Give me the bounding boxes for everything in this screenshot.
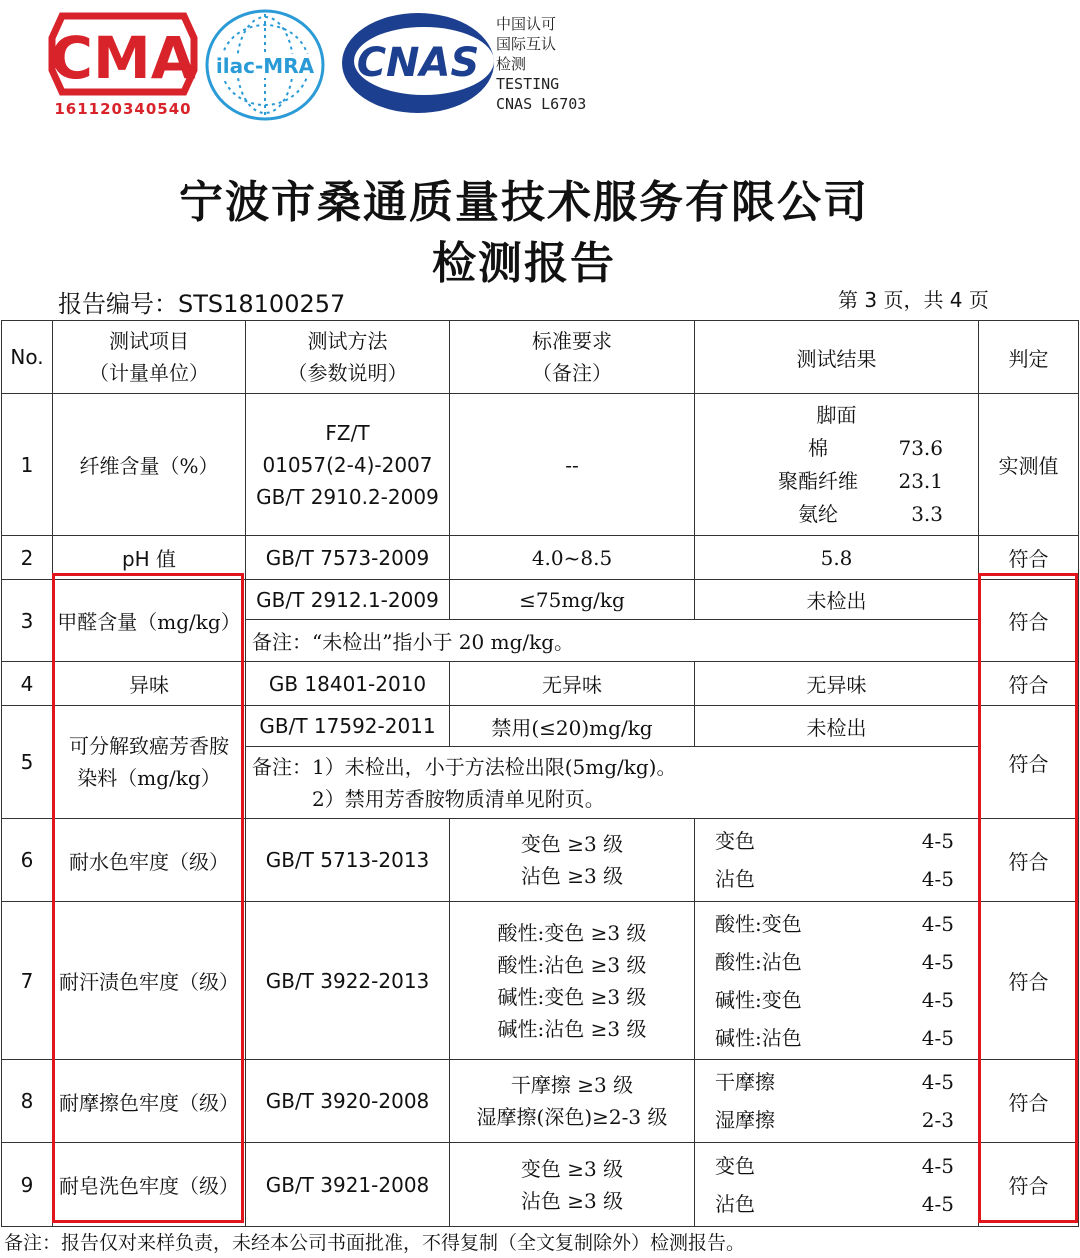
header-result: 测试结果 [695,321,979,394]
row-judgement: 符合 [979,706,1079,819]
svg-text:ilac-MRA: ilac-MRA [215,54,315,78]
row-standard: -- [450,394,695,536]
row-item: 异味 [53,662,246,706]
report-number: 报告编号：STS18100257 [58,290,346,318]
row-judgement: 实测值 [979,394,1079,536]
row-no: 8 [2,1060,53,1143]
row-judgement: 符合 [979,536,1079,580]
cnas-line: CNAS L6703 [496,95,587,113]
result-line [699,1019,974,1057]
row-method: GB/T 3920-2008 [246,1060,450,1143]
standard-line: 湿摩擦(深色)≥2-3 级 [476,1105,668,1129]
company-name: 宁波市桑通质量技术服务有限公司 [179,177,869,228]
row-judgement: 符合 [979,1060,1079,1143]
row-standard [450,1143,695,1227]
row-no: 7 [2,902,53,1060]
standard-line: 酸性:沾色 ≥3 级 [497,952,647,977]
header-method [246,321,450,394]
row-standard [450,819,695,902]
table-row [2,394,1079,536]
table-row [2,580,1079,620]
row-result: 未检出 [695,706,979,747]
header-text: （计量单位） [89,361,209,385]
row-standard: 禁用(≤20)mg/kg [450,706,695,747]
row-judgement: 符合 [979,1143,1079,1227]
row-method: GB/T 3922-2013 [246,902,450,1060]
row-item: 甲醛含量（mg/kg） [53,580,246,662]
result-line [699,1147,974,1185]
row-standard [450,1060,695,1143]
standard-line: 变色 ≥3 级 [520,832,624,856]
result-label: 沾色 [715,867,755,891]
row-judgement: 符合 [979,819,1079,902]
cnas-line: TESTING [496,75,560,93]
result-value: 3.3 [911,502,943,526]
row-method: GB/T 17592-2011 [246,706,450,747]
result-label: 酸性:沾色 [715,949,802,974]
row-judgement: 符合 [979,902,1079,1060]
header-no: No. [2,321,53,394]
row-item: 耐摩擦色牢度（级） [53,1060,246,1143]
row-method [246,394,450,536]
header-text: （参数说明） [287,361,408,385]
header-text: （备注） [532,361,612,385]
result-value: 4-5 [921,1153,954,1178]
result-value: 4-5 [921,949,954,974]
row-judgement: 符合 [979,662,1079,706]
result-line [699,822,974,860]
method-line: GB/T 2910.2-2009 [256,484,439,509]
item-line: 可分解致癌芳香胺 [69,734,229,758]
result-value: 4-5 [921,987,954,1012]
row-result [695,1143,979,1227]
row-result [695,819,979,902]
row-item: pH 值 [53,536,246,580]
row-note: 备注：“未检出”指小于 20 mg/kg。 [246,620,979,662]
row-item: 纤维含量（%） [53,394,246,536]
cma-mark-icon [48,8,198,103]
header-text: 标准要求 [532,329,612,353]
header-text: 测试方法 [307,329,388,353]
result-label: 变色 [715,1153,755,1178]
table-row [2,706,1079,747]
footer-note: 备注：报告仅对来样负责，未经本公司书面批准，不得复制（全文复制除外）检测报告。 [4,1232,746,1254]
result-value: 4-5 [921,1025,954,1050]
standard-line: 碱性:沾色 ≥3 级 [497,1016,647,1041]
row-result: 无异味 [695,662,979,706]
row-standard: 无异味 [450,662,695,706]
row-no: 4 [2,662,53,706]
result-label: 变色 [715,829,755,853]
result-label: 碱性:变色 [715,987,802,1012]
header-judgement: 判定 [979,321,1079,394]
note-line: 备注：1）未检出，小于方法检出限(5mg/kg)。 [252,754,677,779]
result-line [699,860,974,898]
result-label: 沾色 [715,1191,755,1216]
row-standard: ≤75mg/kg [450,580,695,620]
row-result: 5.8 [695,536,979,580]
standard-line: 酸性:变色 ≥3 级 [497,920,647,945]
result-value: 4-5 [921,1191,954,1216]
result-label: 氨纶 [798,502,838,526]
result-label: 聚酯纤维 [778,469,858,493]
result-line [699,905,974,943]
result-value: 4-5 [921,1070,954,1094]
standard-line: 沾色 ≥3 级 [520,864,624,888]
result-line [703,498,970,531]
method-line: 01057(2-4)-2007 [262,452,433,477]
table-row [2,1060,1079,1143]
row-standard [450,902,695,1060]
row-no: 6 [2,819,53,902]
header-standard [450,321,695,394]
result-value: 4-5 [921,867,954,891]
row-item [53,706,246,819]
result-line [699,981,974,1019]
row-method: GB/T 5713-2013 [246,819,450,902]
row-result [695,394,979,536]
row-item: 耐汗渍色牢度（级） [53,902,246,1060]
result-line [699,1063,974,1101]
row-judgement: 符合 [979,580,1079,662]
row-no: 1 [2,394,53,536]
row-result: 未检出 [695,580,979,620]
row-method: GB/T 3921-2008 [246,1143,450,1227]
cnas-logo [338,8,498,118]
svg-text:CMA: CMA [50,24,196,92]
cnas-line: 国际互认 [496,35,557,53]
result-value: 4-5 [921,911,954,936]
table-row [2,662,1079,706]
result-value: 23.1 [898,469,943,493]
result-value: 73.6 [898,436,943,460]
table-row [2,819,1079,902]
header-text: 测试项目 [109,329,189,353]
table-header-row [2,321,1079,394]
row-result [695,1060,979,1143]
row-standard: 4.0~8.5 [450,536,695,580]
header-item [53,321,246,394]
result-label: 碱性:沾色 [715,1025,802,1050]
standard-line: 干摩擦 ≥3 级 [510,1073,634,1097]
result-line [699,943,974,981]
row-no: 9 [2,1143,53,1227]
table-row [2,1143,1079,1227]
method-line: FZ/T [325,420,370,445]
ilac-globe-icon [202,8,328,122]
result-value: 4-5 [921,829,954,853]
logo-strip [0,0,1080,130]
result-label: 酸性:变色 [715,911,802,936]
row-no: 3 [2,580,53,662]
cnas-line: 检测 [496,55,527,73]
row-item: 耐水色牢度（级） [53,819,246,902]
ilac-mra-logo [202,8,328,122]
item-line: 染料（mg/kg） [77,766,221,790]
result-caption: 脚面 [816,403,857,427]
standard-line: 变色 ≥3 级 [520,1156,624,1181]
row-note [246,747,979,819]
standard-line: 沾色 ≥3 级 [520,1188,624,1213]
report-title: 检测报告 [432,238,616,289]
row-method: GB/T 2912.1-2009 [246,580,450,620]
row-method: GB 18401-2010 [246,662,450,706]
row-result [695,902,979,1060]
result-label: 湿摩擦 [715,1108,775,1132]
svg-text:CNAS: CNAS [356,40,480,86]
row-item: 耐皂洗色牢度（级） [53,1143,246,1227]
row-no: 5 [2,706,53,819]
standard-line: 碱性:变色 ≥3 级 [497,984,647,1009]
result-line [699,1185,974,1223]
result-line [703,465,970,498]
row-no: 2 [2,536,53,580]
cma-number: 161120340540 [54,100,192,118]
result-label: 棉 [808,436,828,460]
cma-logo [48,8,198,123]
result-line [703,432,970,465]
result-label: 干摩擦 [715,1070,775,1094]
table-row [2,902,1079,1060]
row-method: GB/T 7573-2009 [246,536,450,580]
page-indicator: 第 3 页，共 4 页 [838,288,989,312]
cnas-line: 中国认可 [496,15,557,33]
cnas-caption [496,14,586,114]
test-results-table [1,320,1079,1227]
result-value: 2-3 [921,1108,954,1132]
cnas-oval-icon [338,8,498,118]
result-line [699,1101,974,1139]
note-line: 2）禁用芳香胺物质清单见附页。 [312,786,605,811]
table-row [2,536,1079,580]
